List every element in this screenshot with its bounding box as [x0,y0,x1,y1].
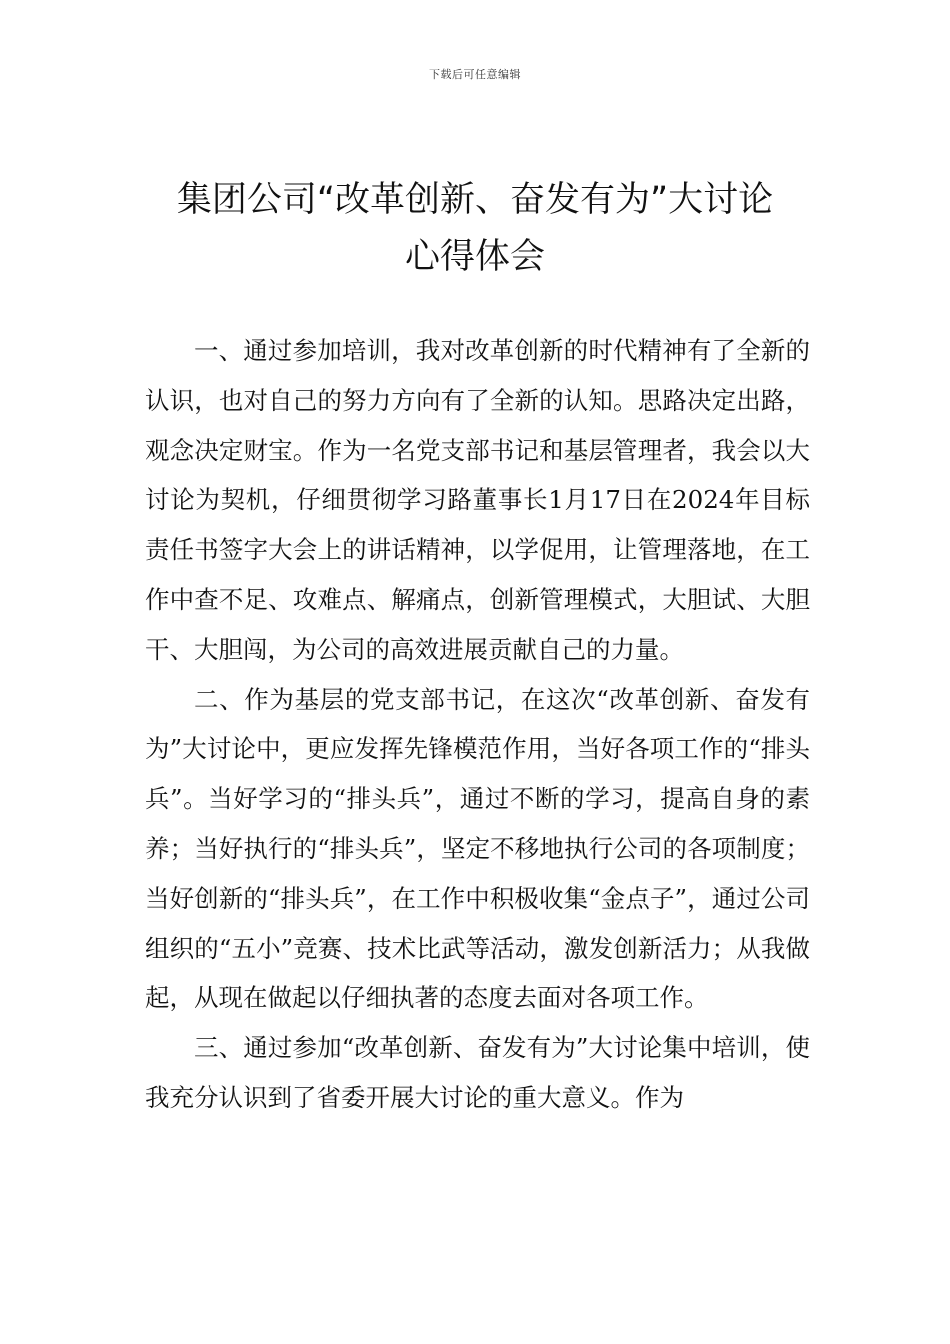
title-line-2: 心得体会 [404,237,545,277]
paragraph-1: 一、通过参加培训，我对改革创新的时代精神有了全新的认识，也对自己的努力方向有了全新的认知。思路决定出路，观念决定财宝。作为一名党支部书记和基层管理者，我会以大讨论为契机，仔细贯彻学习路董事长1月17日在2024年目标责任书签字大会上的讲话精神，以学促用，让管理落地，在工作中查不足、攻难点、解痛点，创新管理模式，大胆试、大胆干、大胆闯，为公司的高效进展贡献自己的力量。 [145,336,810,664]
paragraph-2: 二、作为基层的党支部书记，在这次“改革创新、奋发有为”大讨论中，更应发挥先锋模范作用，当好各项工作的“排头兵”。当好学习的“排头兵”，通过不断的学习，提高自身的素养；当好执行的“排头兵”，坚定不移地执行公司的各项制度；当好创新的“排头兵”，在工作中积极收集“金点子”，通过公司组织的“五小”竞赛、技术比武等活动，激发创新活力；从我做起，从现在做起以仔细执著的态度去面对各项工作。 [145,684,810,1013]
paragraph-3: 三、通过参加“改革创新、奋发有为”大讨论集中培训，使我充分认识到了省委开展大讨论的重大意义。作为 [145,1033,810,1112]
document-title [120,172,830,286]
header-note: 下载后可任意编辑 [429,68,521,81]
document-body [145,326,810,1123]
title-line-1: 集团公司“改革创新、奋发有为”大讨论 [176,180,774,220]
